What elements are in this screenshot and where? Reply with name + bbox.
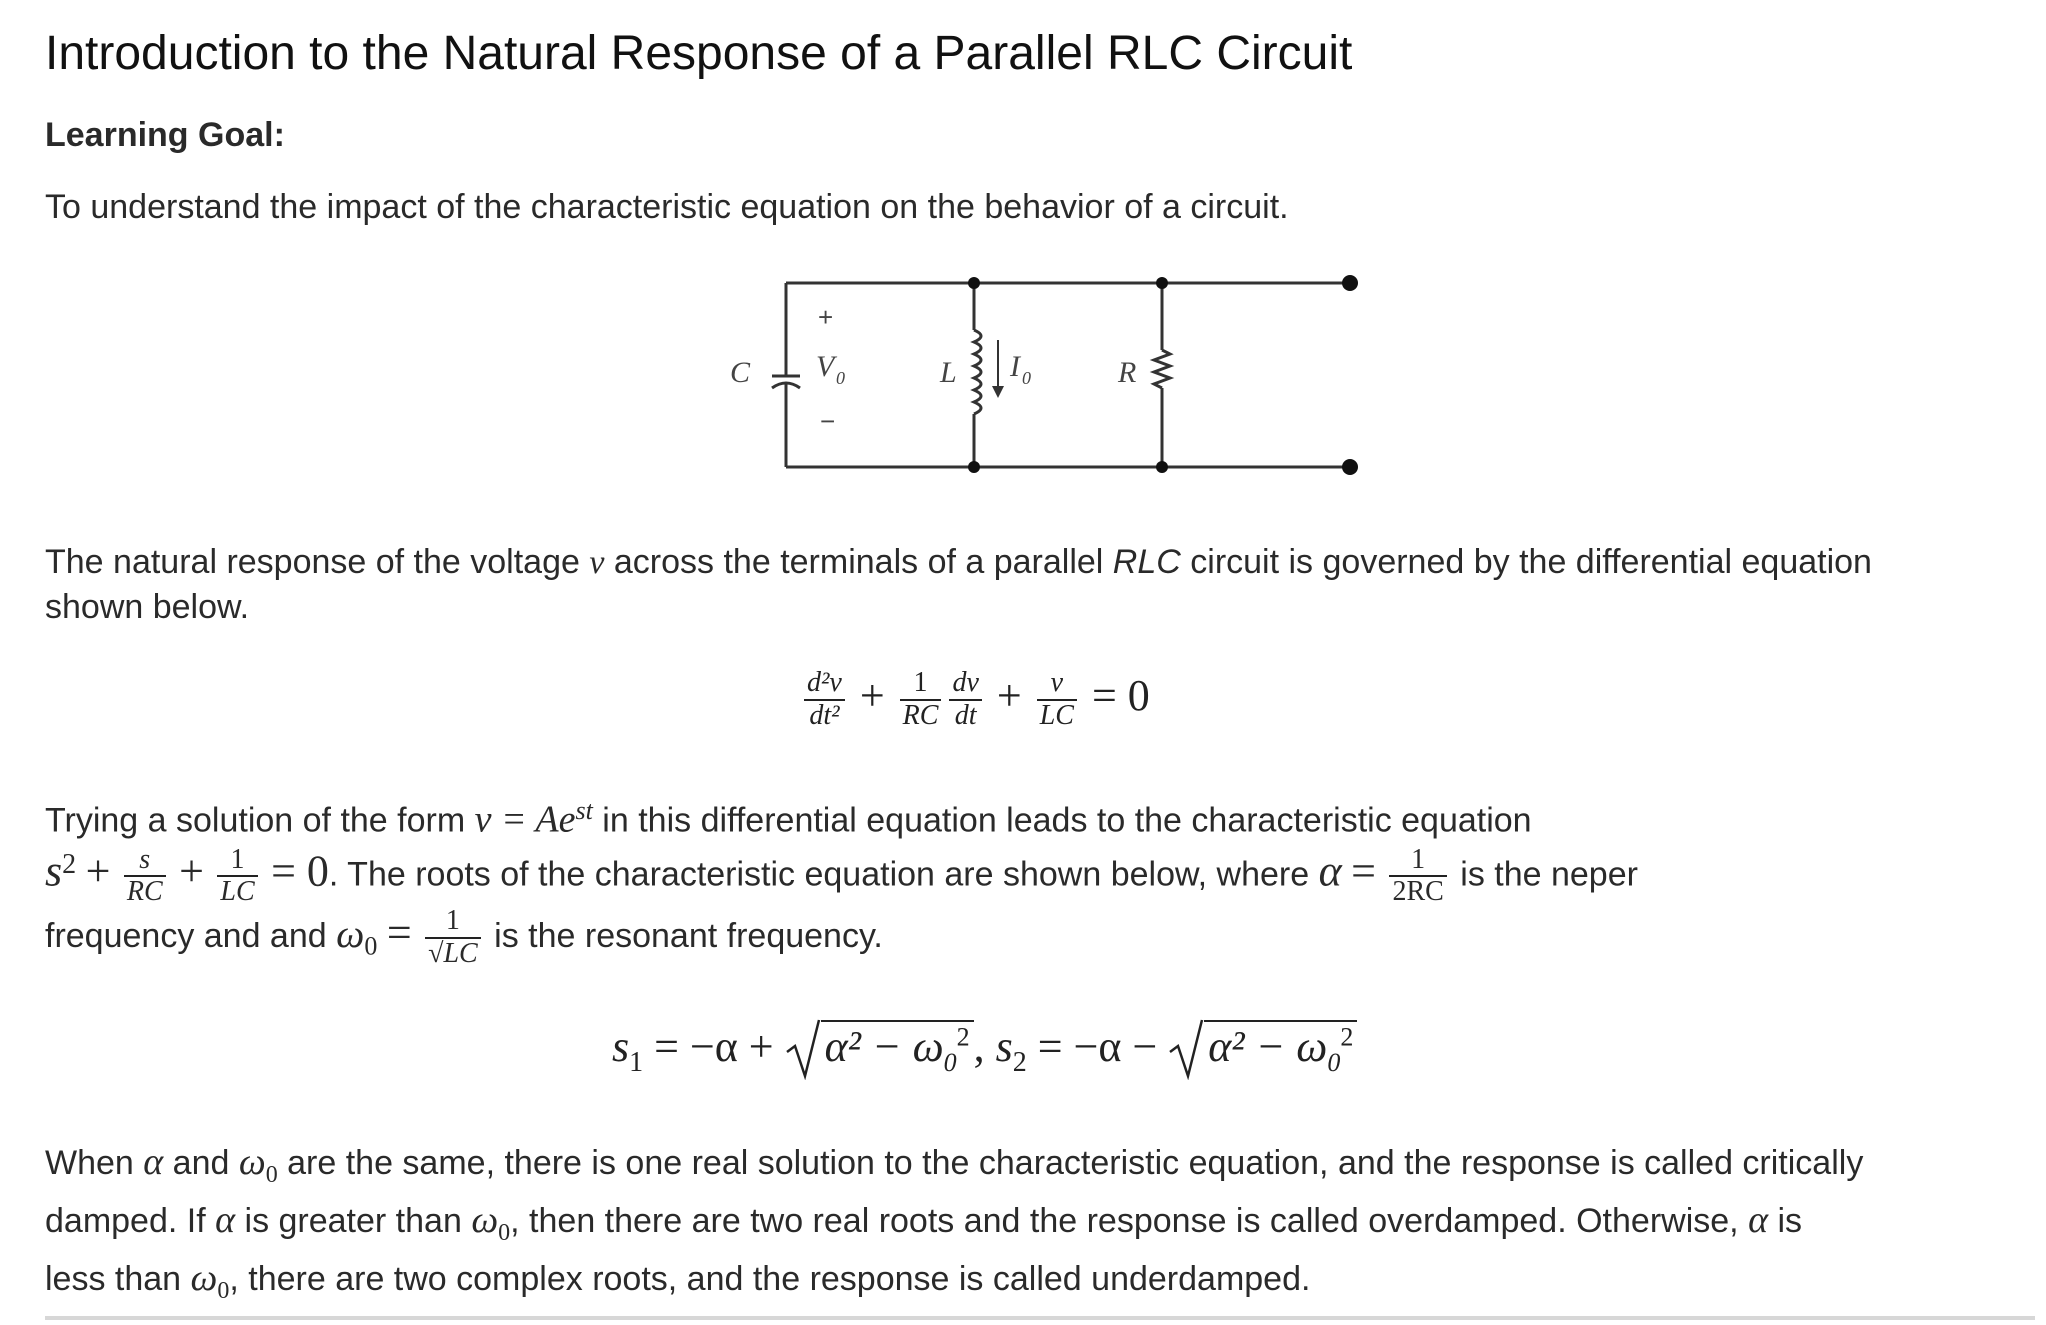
var-v: v [589,544,605,581]
paragraph-characteristic: Trying a solution of the form $v = Ae^{st}$ in this differential equation leads to the characteristic equation [45,796,1532,841]
roots-equation: $s_1 = -\alpha$ + $\alpha^2 - \omega_0^2$, $s_2 = -\alpha$ − $\alpha^2 - \omega_0^2$ [612,1020,1357,1079]
page-title: Introduction to the Natural Response of a Parallel RLC Circuit [45,27,1353,80]
plus-sign: + [818,302,834,332]
current-label: I [1010,350,1020,383]
resistor-label: R [1118,356,1137,389]
junction-dot [1156,277,1168,289]
current-subscript: 0 [1022,368,1031,388]
inductor-coil [974,330,981,414]
bottom-divider [45,1316,2035,1320]
fraction: $\frac{dv}{dt}$ [949,668,981,732]
paragraph-characteristic-line3: frequency and and $\omega_0$ = $\frac{1}{√LC}$ is the resonant frequency. [45,905,883,969]
voltage-label: V [816,350,835,383]
capacitor-label: C [730,356,751,389]
paragraph-characteristic-line2: $s^2$ + $\frac{s}{RC}$ + $\frac{1}{LC}$ = 0. The roots of the characteristic equation are shown below, where α = $\frac{1}{2RC}$ is the neper [45,843,1638,908]
learning-goal-text: To understand the impact of the characteristic equation on the behavior of a circuit. [45,188,1289,226]
fraction: $\frac{1}{RC}$ [900,668,942,732]
learning-goal-heading: Learning Goal: [45,116,285,154]
square-root: $\alpha^2 - \omega_0^2$ [785,1020,974,1078]
circuit-diagram [700,250,1380,500]
rlc-text: RLC [1112,543,1181,581]
resistor-zigzag [1154,350,1170,388]
junction-dot [968,461,980,473]
square-root: $\alpha^2 - \omega_0^2$ [1168,1020,1357,1078]
inductor-label: L [940,356,957,389]
terminal-dot [1342,459,1358,475]
paragraph-intro: The natural response of the voltage v across the terminals of a parallel RLC circuit is governed by the differential equation shown below. [45,543,1872,626]
differential-equation: $\frac{\text{d²v}}{\text{dt²}}$ + $\frac{1}{RC}$ $\frac{dv}{dt}$ + $\frac{v}{LC}$ = 0 [800,668,1150,732]
minus-sign: − [820,406,836,436]
junction-dot [968,277,980,289]
fraction: $\frac{\text{d²v}}{\text{dt²}}$ [804,668,845,732]
terminal-dot [1342,275,1358,291]
paragraph-damping: When α and $\omega_0$ are the same, there is one real solution to the characteristic equation, and the response is called critically damped. If α is greater than $\omega_0$, then there are two real roots and the response is called overdamped. Otherwise, α is less than $\omega_0$, there are two complex roots, and the response is called underdamped. [45,1141,1864,1304]
current-arrowhead [992,386,1004,398]
voltage-subscript: 0 [836,368,845,388]
fraction: $\frac{v}{LC}$ [1037,668,1077,732]
junction-dot [1156,461,1168,473]
